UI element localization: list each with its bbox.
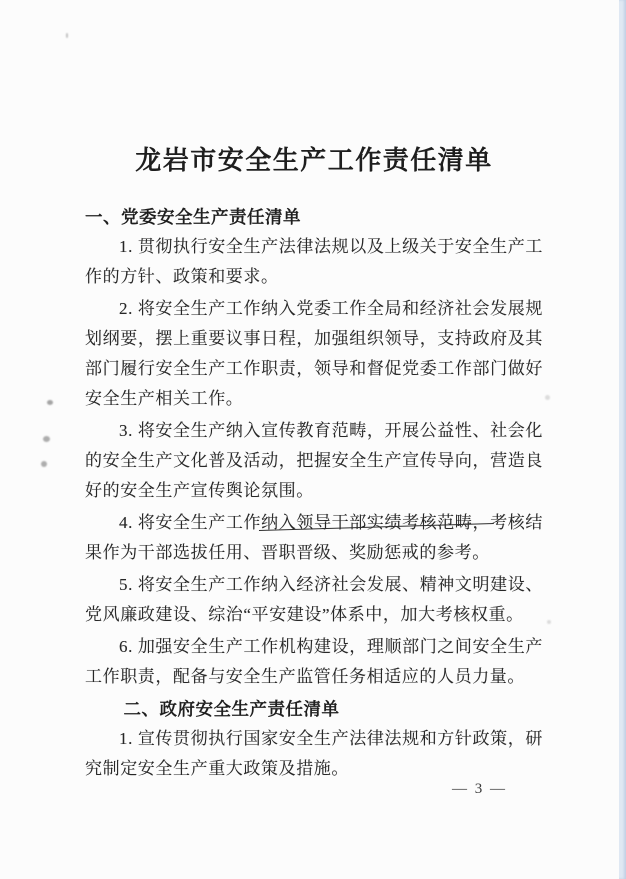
section-1-item-2: 2. 将安全生产工作纳入党委工作全局和经济社会发展规划纲要，摆上重要议事日程，加强组织领导，支持政府及其部门履行安全生产工作职责，领导和督促党委工作部门做好安全生产相关工作。	[85, 299, 543, 408]
section-1-item-5: 5. 将安全生产工作纳入经济社会发展、精神文明建设、党风廉政建设、综治“平安建设”体系中，加大考核权重。	[85, 575, 543, 624]
section-2-item-1: 1. 宣传贯彻执行国家安全生产法律法规和方针政策，研究制定安全生产重大政策及措施。	[85, 729, 543, 778]
ink-speck	[41, 461, 47, 467]
section-1-item-3: 3. 将安全生产纳入宣传教育范畴，开展公益性、社会化的安全生产文化普及活动，把握安全生产宣传导向，营造良好的安全生产宣传舆论氛围。	[85, 421, 543, 500]
document-body	[85, 202, 543, 786]
ink-speck	[547, 620, 551, 624]
item-4-hand-underlined-text: 纳入领导干部实绩考核范畴，	[261, 513, 491, 532]
ink-speck	[43, 436, 50, 442]
page-number: — 3 —	[452, 781, 507, 797]
section-1-item-4	[85, 508, 543, 568]
item-4-text-before: 4. 将安全生产工作	[119, 513, 262, 532]
section-1-item-1: 1. 贯彻执行安全生产法律法规以及上级关于安全生产工作的方针、政策和要求。	[85, 237, 543, 286]
section-1-heading: 一、党委安全生产责任清单	[85, 207, 301, 227]
item-4-text-after: 考核结果作为干部选拔任用、晋职晋级、奖励惩戒的参考。	[85, 513, 543, 562]
ink-speck	[66, 33, 68, 38]
scan-edge-strip	[619, 0, 626, 879]
ink-speck	[47, 400, 53, 405]
section-1-item-6: 6. 加强安全生产工作机构建设，理顺部门之间安全生产工作职责，配备与安全生产监管任务相适应的人员力量。	[85, 637, 543, 686]
section-2-heading: 二、政府安全生产责任清单	[123, 699, 340, 719]
ink-speck	[545, 395, 550, 400]
document-title: 龙岩市安全生产工作责任清单	[135, 145, 493, 175]
